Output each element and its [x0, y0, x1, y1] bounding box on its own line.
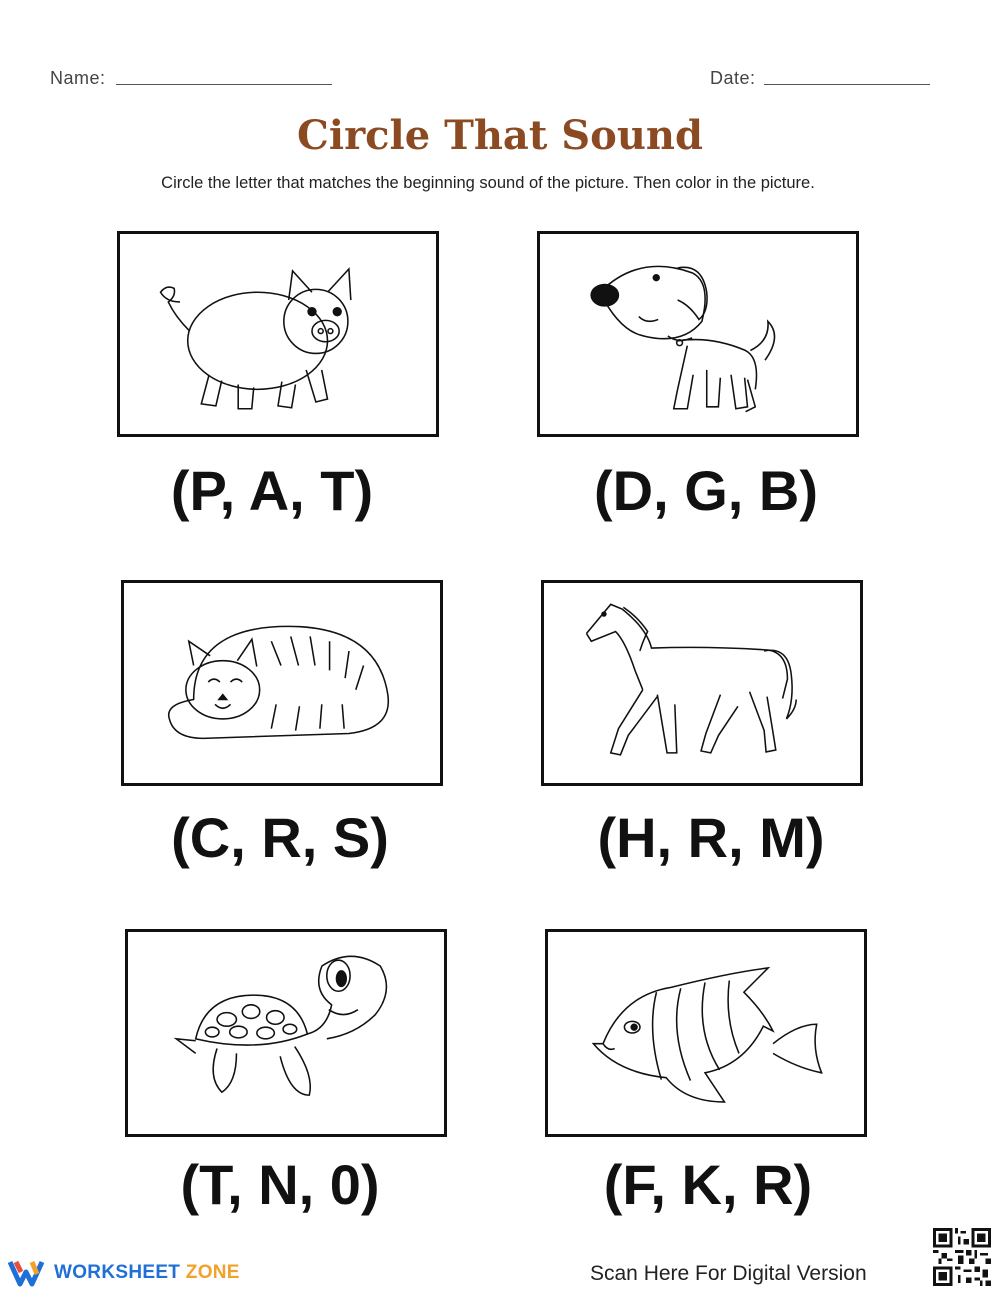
options-text: (P, A, T): [170, 459, 374, 522]
scan-text: Scan Here For Digital Version: [590, 1262, 867, 1285]
pig-icon: [120, 234, 436, 434]
name-field[interactable]: [116, 84, 332, 85]
worksheet-zone-logo-icon: [8, 1258, 48, 1288]
picture-box-horse: [541, 580, 863, 786]
options-text: (H, R, M): [597, 806, 825, 869]
options-text: (T, N, 0): [180, 1153, 380, 1216]
brand-logo: [8, 1258, 240, 1288]
horse-icon: [544, 583, 860, 783]
qr-code-icon[interactable]: [933, 1228, 991, 1286]
instructions: Circle the letter that matches the beginning sound of the picture. Then color in the picture.: [161, 174, 815, 192]
options-text: (F, K, R): [603, 1153, 813, 1216]
dog-icon: [540, 234, 856, 434]
picture-box-cat: [121, 580, 443, 786]
name-label: Name:: [50, 68, 106, 88]
cat-icon: [124, 583, 440, 783]
options-text: (C, R, S): [171, 806, 389, 869]
date-label: Date:: [710, 68, 756, 88]
turtle-icon: [128, 932, 444, 1134]
picture-box-pig: [117, 231, 439, 437]
page-title: Circle That Sound: [297, 112, 703, 159]
fish-icon: [548, 932, 864, 1134]
date-field[interactable]: [764, 84, 930, 85]
picture-box-turtle: [125, 929, 447, 1137]
brand-name-part1: WORKSHEET: [54, 1262, 181, 1283]
picture-box-dog: [537, 231, 859, 437]
options-text: (D, G, B): [594, 459, 818, 522]
brand-name-part2: ZONE: [185, 1262, 240, 1283]
picture-box-fish: [545, 929, 867, 1137]
